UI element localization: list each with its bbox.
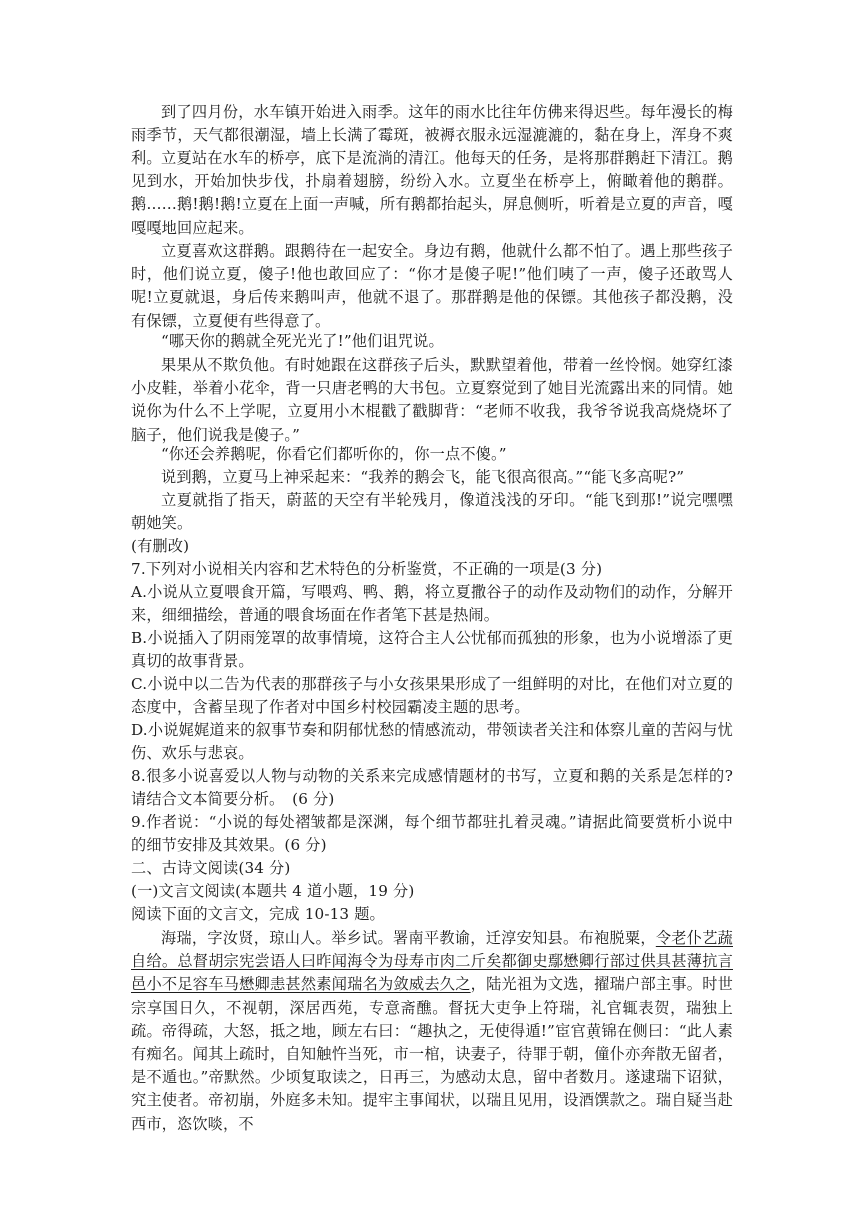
question-9: 9.作者说：“小说的每处褶皱都是深渊，每个细节都驻扎着灵魂。”请据此简要赏析小说中的细节安排及其效果。(6 分) [131,813,733,855]
story-paragraph-4: “哪天你的鹅就全死光光了!”他们诅咒说。 [161,332,444,350]
question-7-option-c: C.小说中以二告为代表的那群孩子与小女孩果果形成了一组鲜明的对比，在他们对立夏的态度中，含蓄呈现了作者对中国乡村校园霸凌主题的思考。 [131,675,733,717]
story-paragraph-8: 立夏就指了指天，蔚蓝的天空有半轮残月，像道浅浅的牙印。“能飞到那!”说完嘿嘿朝她笑。 [131,491,733,533]
story-paragraph-1: 到了四月份，水车镇开始进入雨季。这年的雨水比往年仿佛来得迟些。每年漫长的梅雨季节，天气都很潮湿，墙上长满了霉斑，被褥衣服永远湿漉漉的，黏在身上，浑身不爽利。 [131,103,733,168]
section-2-title: 二、古诗文阅读(34 分) [131,859,291,877]
story-source-note: (有删改) [131,537,190,555]
story-paragraph-6: “你还会养鹅呢，你看它们都听你的，你一点不傻。” [161,445,507,463]
emphasis-dot-char: 宦 · [555,1022,571,1040]
section-2-instruction: 阅读下面的文言文，完成 10-13 题。 [131,905,385,923]
underlined-sentence: 令老仆艺蔬自给。总督胡宗宪尝语人曰昨闻海令为母寿市肉二斤矣都御史鄢懋卿行部过供具甚薄抗言邑小不足容车马懋卿恚甚然素闻瑞名为敛威去久之 [131,929,733,994]
question-7-option-d: D.小说娓娓道来的叙事节奏和阴郁忧愁的情感流动，带领读者关注和体察儿童的苦闷与忧伤、欢乐与悲哀。 [131,721,733,763]
classical-passage [131,927,733,1136]
classical-lead: 海瑞，字汝贤，琼山人。举乡试。署南平教谕，迁淳安知县。布袍脱粟， [161,929,656,947]
question-8: 8.很多小说喜爱以人物与动物的关系来完成感情题材的书写，立夏和鹅的关系是怎样的?请结合文本简要分析。 (6 分) [131,767,733,809]
story-paragraph-7: 说到鹅，立夏马上神采起来：“我养的鹅会飞，能飞很高很高。”“能飞多高呢?” [161,468,685,486]
classical-mid: ，陆光祖为文选，擢瑞户部主事。时世宗享国日久，不视朝，深居西苑，专意斋醮。督抚大吏争上符瑞，礼官辄表贺，瑞独上疏。帝得疏，大怒，抵之地，顾左右曰：“趣执之，无使得遁!” [131,975,733,1040]
question-7-option-a: A.小说从立夏喂食开篇，写喂鸡、鸭、鹅，将立夏撒谷子的动作及动物们的动作，分解开来，细细描绘，普通的喂食场面在作者笔下甚是热闹。 [131,583,733,625]
question-7: 7.下列对小说相关内容和艺术特色的分析鉴赏，不正确的一项是(3 分) [131,560,603,578]
section-2-subtitle: (一)文言文阅读(本题共 4 道小题，19 分) [131,882,415,900]
story-paragraph-3: 立夏喜欢这群鹅。跟鹅待在一起安全。身边有鹅，他就什么都不怕了。遇上那些孩子时，他们说立夏，傻子!他也敢回应了：“你才是傻子呢!”他们咦了一声，傻子还敢骂人呢!立夏就退，身后传来鹅叫声，他就不退了。那群鹅是他的保镖。其他孩子都没鹅，没有保镖，立夏便有些得意了。 [131,242,733,330]
story-paragraph-5: 果果从不欺负他。有时她跟在这群孩子后头，默默望着他，带着一丝怜悯。她穿红漆小皮鞋，举着小花伞，背一只唐老鸭的大书包。立夏察觉到了她目光流露出来的同情。她说你为什么不上学呢，立夏用小木棍戳了戳脚背：“老师不收我，我爷爷说我高烧烧坏了脑子，他们说我是傻子。” [131,356,733,444]
story-paragraph-2: 立夏站在水车的桥亭，底下是流淌的清江。他每天的任务，是将那群鹅赶下清江。鹅见到水，开始加快步伐，扑扇着翅膀，纷纷入水。立夏坐在桥亭上，俯瞰着他的鹅群。鹅……鹅!鹅!鹅!立夏在上面一声喊，所有鹅都抬起头，屏息侧听，听着是立夏的声音，嘎嘎嘎地回应起来。 [131,149,733,237]
question-7-option-b: B.小说插入了阴雨笼罩的故事情境，这符合主人公忧郁而孤独的形象，也为小说增添了更真切的故事背景。 [131,629,733,671]
classical-rest: 官黄锦在侧曰：“此人素有痴名。闻其上疏时，自知触忤当死，市一棺，诀妻子，待罪于朝，僮仆亦奔散无留者，是不遁也。”帝默然。少顷复取读之，日再三，为感动太息，留中者数月。遂逮瑞下诏狱，究主使者。帝初崩，外庭多未知。提牢主事闻状，以瑞且见用，设酒馔款之。瑞自疑当赴西市，恣饮啖，不 [131,1021,734,1133]
